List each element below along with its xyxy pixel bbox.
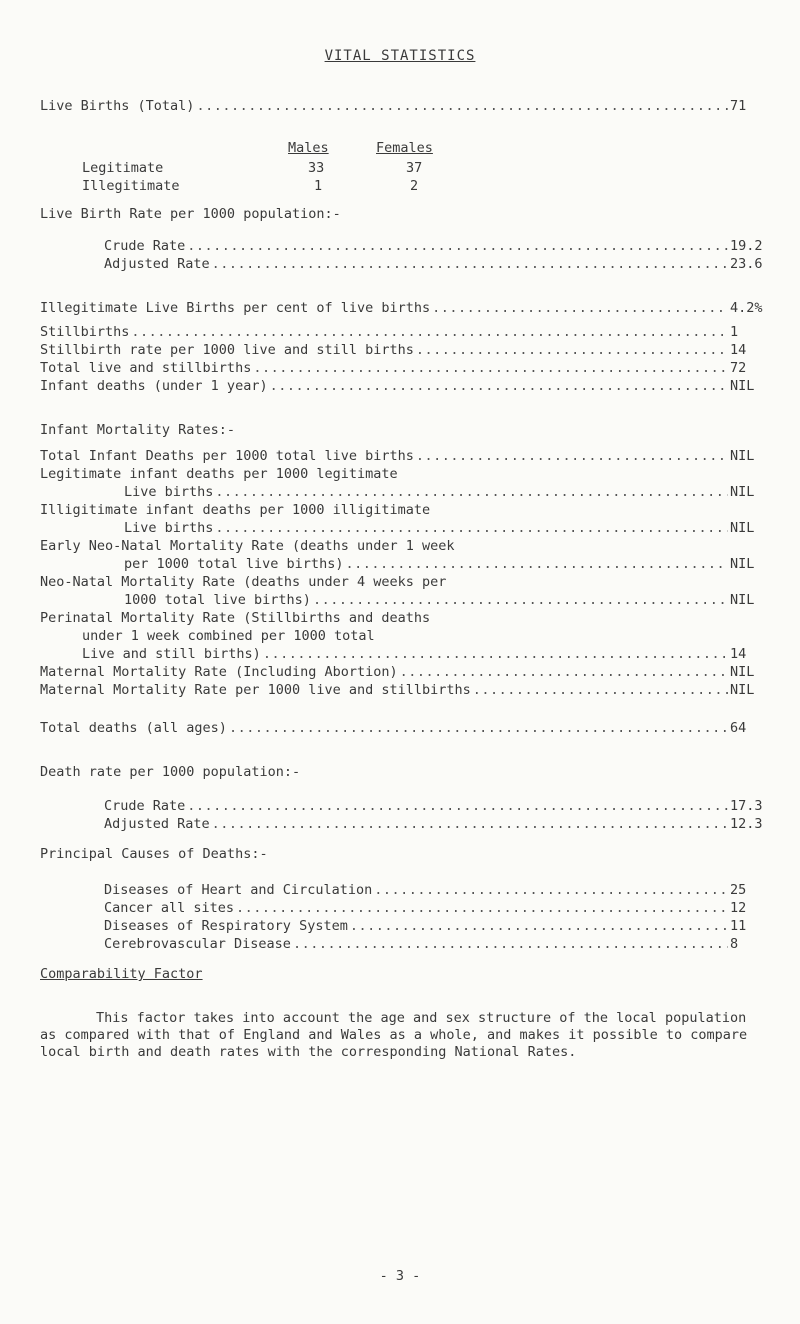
stillbirth-rate-row: Stillbirth rate per 1000 live and still births ..... 14 [40,342,766,358]
live-births-label: Live Births (Total) [40,98,195,114]
legitimate-females: 37 [406,160,423,176]
stillbirths-row: Stillbirths ..... 1 [40,324,766,340]
legitimate-label: Legitimate [82,160,164,176]
imr-neo-row: 1000 total live births) ..... NIL [124,592,766,608]
causes-heading: Principal Causes of Deaths:- [40,846,268,862]
imr-legit-line1: Legitimate infant deaths per 1000 legitimate [40,466,398,482]
imr-peri-row: Live and still births) ..... 14 [82,646,766,662]
imr-illegit-line1: Illigitimate infant deaths per 1000 illigitimate [40,502,431,518]
imr-early-line1: Early Neo-Natal Mortality Rate (deaths under 1 week [40,538,455,554]
comparability-text: This factor takes into account the age and sex structure of the local population as compared with that of England and Wales as a whole, and makes it possible to compare local birth and death rates with the corresponding National Rates. [40,1010,748,1060]
birth-crude-row: Crude Rate ..... 19.2 [104,238,766,254]
page-number: - 3 - [379,1268,421,1284]
imr-neo-line1: Neo-Natal Mortality Rate (deaths under 4 weeks per [40,574,447,590]
death-crude-row: Crude Rate ..... 17.3 [104,798,766,814]
imr-peri-line1: Perinatal Mortality Rate (Stillbirths and deaths [40,610,431,626]
illegit-pct-row: Illegitimate Live Births per cent of live births ..... 4.2% [40,300,766,316]
comparability-heading: Comparability Factor [40,966,203,982]
total-live-still-row: Total live and stillbirths ..... 72 [40,360,766,376]
maternal-row: Maternal Mortality Rate (Including Abortion) ..... NIL [40,664,766,680]
birth-rate-heading: Live Birth Rate per 1000 population:- [40,206,341,222]
page-title: VITAL STATISTICS [324,48,476,64]
illegitimate-label: Illegitimate [82,178,180,194]
imr-early-row: per 1000 total live births) ..... NIL [124,556,766,572]
cause-row: Cerebrovascular Disease ..... 8 [104,936,766,952]
cause-row: Diseases of Heart and Circulation ..... 25 [104,882,766,898]
infant-mortality-heading: Infant Mortality Rates:- [40,422,236,438]
maternal2-row: Maternal Mortality Rate per 1000 live and stillbirths ..... NIL [40,682,766,698]
live-births-value: 71 [730,98,747,114]
imr-peri-line2: under 1 week combined per 1000 total [82,628,375,644]
imr-illegit-row: Live births ..... NIL [124,520,766,536]
cause-row: Cancer all sites ..... 12 [104,900,766,916]
death-rate-heading: Death rate per 1000 population:- [40,764,301,780]
cause-row: Diseases of Respiratory System ..... 11 [104,918,766,934]
total-deaths-row: Total deaths (all ages) ..... 64 [40,720,766,736]
imr-legit-row: Live births ..... NIL [124,484,766,500]
birth-adjusted-row: Adjusted Rate ..... 23.6 [104,256,766,272]
infant-deaths-row: Infant deaths (under 1 year) ..... NIL [40,378,766,394]
females-header: Females [376,140,433,156]
live-births-row [40,98,766,114]
death-adjusted-row: Adjusted Rate ..... 12.3 [104,816,766,832]
illegitimate-males: 1 [314,178,323,194]
imr-total-row: Total Infant Deaths per 1000 total live births ..... NIL [40,448,766,464]
legitimate-males: 33 [308,160,325,176]
illegitimate-females: 2 [410,178,419,194]
males-header: Males [288,140,329,156]
